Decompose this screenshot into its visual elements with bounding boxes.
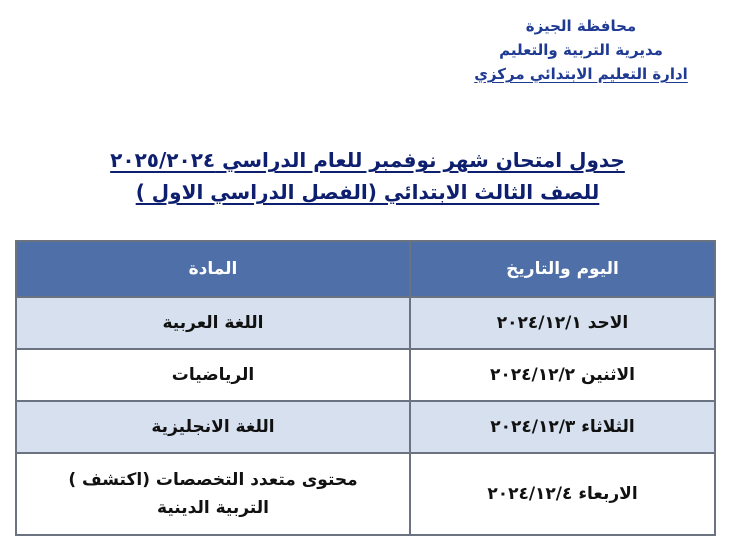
table-header-row: [16, 241, 715, 297]
subject-line-2: التربية الدينية: [157, 498, 269, 518]
table-row: [16, 453, 715, 535]
day-date-cell: الاثنين ٢٠٢٤/١٢/٢: [410, 349, 715, 401]
day-date-cell: الثلاثاء ٢٠٢٤/١٢/٣: [410, 401, 715, 453]
day-date-cell: الاربعاء ٢٠٢٤/١٢/٤: [410, 453, 715, 535]
subject-cell: الرياضيات: [16, 349, 410, 401]
table-row: [16, 297, 715, 349]
title-line-2: للصف الثالث الابتدائي (الفصل الدراسي الاول ): [135, 180, 600, 204]
table-row: [16, 401, 715, 453]
subject-cell: [16, 453, 410, 535]
exam-schedule-title: [100, 144, 635, 208]
column-header-day-date: اليوم والتاريخ: [410, 241, 715, 297]
subject-cell: اللغة الانجليزية: [16, 401, 410, 453]
administration-name: ادارة التعليم الابتدائي مركزي: [474, 65, 688, 83]
title-line-1: جدول امتحان شهر نوفمبر للعام الدراسي ٢٠٢٥/٢٠٢٤: [110, 148, 625, 172]
column-header-subject: المادة: [16, 241, 410, 297]
governorate-name: محافظة الجيزة: [525, 17, 637, 35]
subject-cell: اللغة العربية: [16, 297, 410, 349]
table-row: [16, 349, 715, 401]
day-date-cell: الاحد ٢٠٢٤/١٢/١: [410, 297, 715, 349]
exam-schedule-table: [15, 240, 716, 536]
subject-line-1: محتوى متعدد التخصصات (اكتشف ): [68, 470, 358, 490]
directorate-name: مديرية التربية والتعليم: [499, 41, 663, 59]
directorate-header: [451, 14, 711, 86]
